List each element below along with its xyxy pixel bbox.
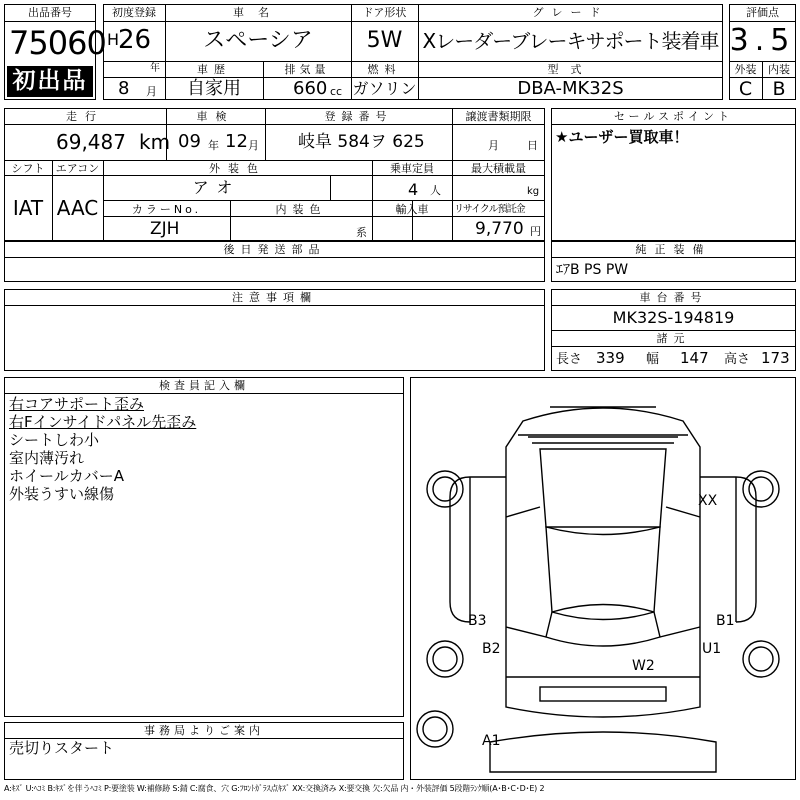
recycle-unit: 円 <box>530 225 541 238</box>
max-load-unit: kg <box>527 186 540 197</box>
inspector-note: 外装うすい線傷 <box>9 485 115 503</box>
transfer-day-unit: 日 <box>527 139 538 152</box>
sales-point: ★ユーザー買取車！ <box>555 128 689 146</box>
door-type: 5W <box>366 28 403 53</box>
inspector-note: シートしわ小 <box>9 431 100 449</box>
mark-b1: B1 <box>716 613 735 629</box>
ac-label: エアコン <box>55 162 100 175</box>
office-label: 事務局よりご案内 <box>144 724 264 737</box>
exterior-grade: C <box>738 78 753 100</box>
mark-a1: A1 <box>482 733 501 749</box>
door-label: ドア形状 <box>362 6 407 19</box>
era: H <box>107 30 120 49</box>
year-unit: 年 <box>150 63 160 74</box>
interior-color-unit: 系 <box>356 226 367 239</box>
lot-number: 75060 <box>9 24 106 62</box>
inspection-month-unit: 月 <box>248 139 259 152</box>
dimensions-label: 諸元 <box>656 332 691 345</box>
capacity: 4 <box>408 180 419 199</box>
inspection-year: 09 <box>178 131 201 152</box>
length-label: 長さ <box>556 352 583 367</box>
fuel-label: 燃料 <box>367 63 402 76</box>
lot-label: 出品番号 <box>28 6 72 19</box>
inspector-label: 検査員記入欄 <box>159 379 249 392</box>
first-reg-year: 26 <box>118 25 152 55</box>
overall-score: 3.5 <box>729 23 796 58</box>
length: 339 <box>596 349 625 367</box>
plate-label: 登録番号 <box>324 110 393 123</box>
chassis-number: MK32S-194819 <box>612 308 735 327</box>
mark-b2: B2 <box>482 641 501 657</box>
exterior-color-label: 外装色 <box>209 162 266 175</box>
mark-w2: W2 <box>632 658 655 674</box>
model-label: 型式 <box>547 63 594 76</box>
car-name-label: 車名 <box>233 6 283 19</box>
chassis-label: 車台番号 <box>639 291 708 304</box>
standard-equipment-label: 純正装備 <box>635 243 712 256</box>
mileage: 69,487 <box>56 130 126 154</box>
plate-number: 岐阜 584ヲ 625 <box>298 132 425 152</box>
shift: IAT <box>12 196 44 220</box>
mileage-unit: km <box>139 130 171 154</box>
model-code: DBA-MK32S <box>517 78 624 99</box>
car-name: スペーシア <box>203 28 313 53</box>
exterior-grade-label: 外装 <box>734 63 757 76</box>
mark-xx: XX <box>698 493 718 509</box>
inspector-note: 右Fインサイドパネル先歪み <box>9 413 197 431</box>
recycle-fee: 9,770 <box>475 219 524 239</box>
width-label: 幅 <box>646 352 660 367</box>
mark-b3: B3 <box>468 613 487 629</box>
color-no-label: カラーNo. <box>131 203 202 216</box>
shift-label: シフト <box>11 162 45 175</box>
history-label: 車歴 <box>197 63 231 76</box>
ac: AAC <box>56 196 99 220</box>
fuel: ガソリン <box>352 79 417 98</box>
inspector-note: 室内薄汚れ <box>9 449 85 467</box>
height: 173 <box>761 349 790 367</box>
inspection-year-unit: 年 <box>208 139 219 152</box>
transfer-label: 譲渡書類期限 <box>465 110 532 123</box>
inspector-note: ホイールカバーA <box>9 467 124 485</box>
grade-label: グレード <box>532 6 609 19</box>
sales-point-label: セールスポイント <box>613 110 733 123</box>
score-label: 評価点 <box>746 6 779 19</box>
history: 自家用 <box>187 78 241 99</box>
displacement-label: 排気量 <box>284 63 330 76</box>
first-reg-label: 初度登録 <box>112 6 156 19</box>
inspector-note: 右コアサポート歪み <box>9 395 145 413</box>
notes-label: 注意事項欄 <box>232 291 317 304</box>
interior-grade-label: 内装 <box>768 63 790 76</box>
mark-u1: U1 <box>702 641 722 657</box>
inspection-label: 車検 <box>196 110 235 123</box>
interior-color-label: 内装色 <box>275 203 327 216</box>
first-reg-month: 8 <box>118 78 130 99</box>
month-unit: 月 <box>146 85 157 98</box>
office-note: 売切りスタート <box>9 739 115 757</box>
capacity-label: 乗車定員 <box>390 162 434 175</box>
height-label: 高さ <box>724 352 751 367</box>
interior-grade: B <box>772 78 786 100</box>
color-no: ZJH <box>150 219 180 239</box>
inspection-month: 12 <box>225 131 248 152</box>
displacement-unit: cc <box>330 85 343 98</box>
later-parts-label: 後日発送部品 <box>223 243 326 256</box>
width: 147 <box>680 349 709 367</box>
first-listing-badge: 初出品 <box>12 68 88 94</box>
car-diagram <box>410 377 796 780</box>
max-load-label: 最大積載量 <box>471 162 526 175</box>
transfer-month-unit: 月 <box>488 139 499 152</box>
displacement: 660 <box>293 78 328 99</box>
import-label: 輸入車 <box>395 203 429 216</box>
grade: Xレーダーブレーキサポート装着車 <box>422 29 719 53</box>
mileage-label: 走行 <box>66 110 104 123</box>
capacity-unit: 人 <box>430 184 441 197</box>
footer-legend: A:ｷｽﾞ U:ﾍｺﾐ B:ｷｽﾞを伴うﾍｺﾐ P:要塗装 W:補修跡 S:錆 C:腐食、穴 G:ﾌﾛﾝﾄｶﾞﾗｽ点ｷｽﾞ XX:交換済み X:要交換 欠:欠品 内・外装評価 5段階ﾗﾝｸ順(A･B･C･D･E) 2 <box>4 784 545 793</box>
standard-equipment: ｴｱB PS PW <box>556 262 629 278</box>
exterior-color: アオ <box>192 178 241 197</box>
recycle-label: リサイクル預託金 <box>454 204 525 215</box>
